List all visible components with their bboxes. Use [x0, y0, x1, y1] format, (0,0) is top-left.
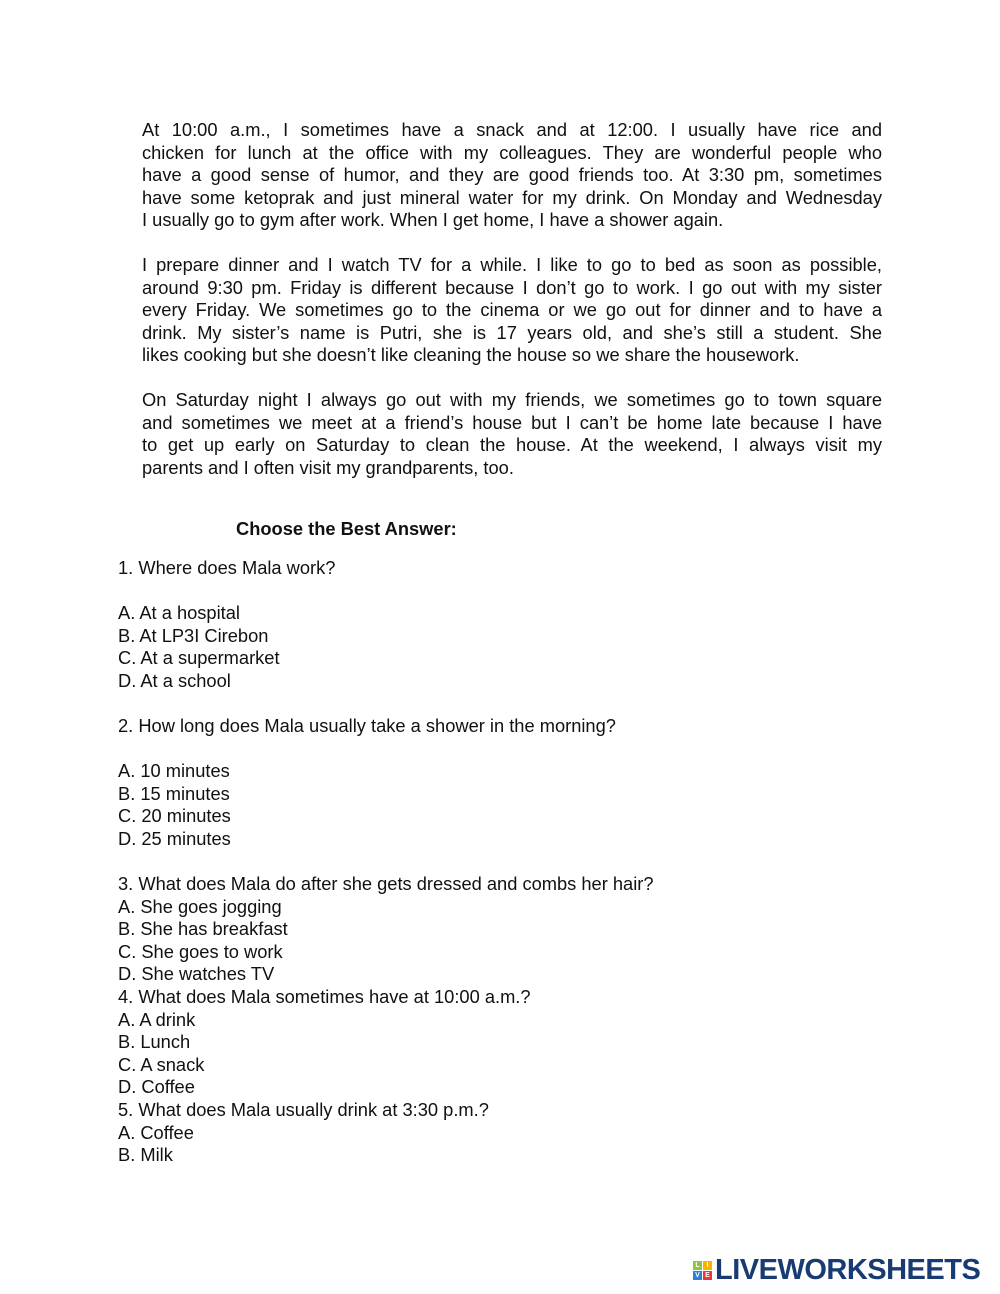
paragraph-line: I usually go to gym after work. When I get home, I have a shower again.	[142, 209, 724, 231]
passage-paragraph	[142, 389, 882, 479]
answer-option[interactable]: A. She goes jogging	[118, 895, 282, 917]
answer-option[interactable]: A. Coffee	[118, 1121, 194, 1143]
answer-option[interactable]: B. At LP3I Cirebon	[118, 624, 269, 646]
paragraph-line: On Saturday night I always go out with my friends, we sometimes go to town square	[142, 389, 882, 410]
question-block	[118, 715, 616, 851]
question-text: 2. How long does Mala usually take a shower in the morning?	[118, 715, 616, 736]
logo-tiles-icon	[693, 1261, 712, 1280]
answer-option[interactable]: A. A drink	[118, 1008, 196, 1030]
paragraph-line: drink. My sister’s name is Putri, she is 17 years old, and she’s still a student. She	[142, 321, 882, 343]
paragraph-line: I prepare dinner and I watch TV for a while. I like to go to bed as soon as possible,	[142, 254, 882, 275]
logo-tile: L	[693, 1261, 702, 1270]
paragraph-line: At 10:00 a.m., I sometimes have a snack and at 12:00. I usually have rice and	[142, 119, 882, 140]
paragraph-line: have some ketoprak and just mineral water for my drink. On Monday and Wednesday	[142, 186, 882, 208]
answer-option[interactable]: B. Milk	[118, 1144, 173, 1166]
answer-option[interactable]: C. She goes to work	[118, 940, 283, 962]
answer-option[interactable]: B. She has breakfast	[118, 918, 288, 940]
answer-option[interactable]: D. Coffee	[118, 1076, 195, 1098]
answer-option[interactable]: D. At a school	[118, 669, 231, 691]
answer-option[interactable]: C. 20 minutes	[118, 805, 231, 827]
paragraph-line: likes cooking but she doesn’t like cleaning the house so we share the housework.	[142, 344, 800, 366]
paragraph-line: chicken for lunch at the office with my colleagues. They are wonderful people who	[142, 141, 882, 163]
logo-text: LIVEWORKSHEETS	[715, 1254, 981, 1286]
logo-tile: I	[703, 1261, 712, 1270]
section-heading: Choose the Best Answer:	[236, 518, 457, 539]
answer-option[interactable]: A. 10 minutes	[118, 760, 230, 782]
paragraph-line: around 9:30 pm. Friday is different because I don’t go to work. I go out with my sister	[142, 276, 882, 298]
answer-option[interactable]: C. A snack	[118, 1053, 205, 1075]
paragraph-line: have a good sense of humor, and they are good friends too. At 3:30 pm, sometimes	[142, 164, 882, 186]
question-text: 3. What does Mala do after she gets dressed and combs her hair?	[118, 873, 654, 894]
answer-option[interactable]: A. At a hospital	[118, 602, 240, 624]
logo-tile: E	[703, 1271, 712, 1280]
paragraph-line: to get up early on Saturday to clean the house. At the weekend, I always visit my	[142, 434, 882, 456]
answer-option[interactable]: B. 15 minutes	[118, 782, 230, 804]
paragraph-line: every Friday. We sometimes go to the cinema or we go out for dinner and to have a	[142, 299, 882, 321]
question-text: 1. Where does Mala work?	[118, 557, 336, 578]
answer-option[interactable]: D. 25 minutes	[118, 827, 231, 849]
answer-option[interactable]: B. Lunch	[118, 1031, 191, 1053]
passage-paragraph	[142, 119, 882, 232]
liveworksheets-logo	[693, 1255, 980, 1285]
passage-paragraph	[142, 254, 882, 367]
question-block	[118, 557, 335, 693]
answer-option[interactable]: D. She watches TV	[118, 963, 275, 985]
paragraph-line: and sometimes we meet at a friend’s house but I can’t be home late because I have	[142, 411, 882, 433]
answer-option[interactable]: C. At a supermarket	[118, 647, 280, 669]
question-text: 5. What does Mala usually drink at 3:30 p.m.?	[118, 1098, 489, 1120]
logo-tile: V	[693, 1271, 702, 1280]
question-text: 4. What does Mala sometimes have at 10:00 a.m.?	[118, 985, 531, 1007]
question-list	[118, 873, 654, 1167]
paragraph-line: parents and I often visit my grandparents, too.	[142, 456, 514, 478]
